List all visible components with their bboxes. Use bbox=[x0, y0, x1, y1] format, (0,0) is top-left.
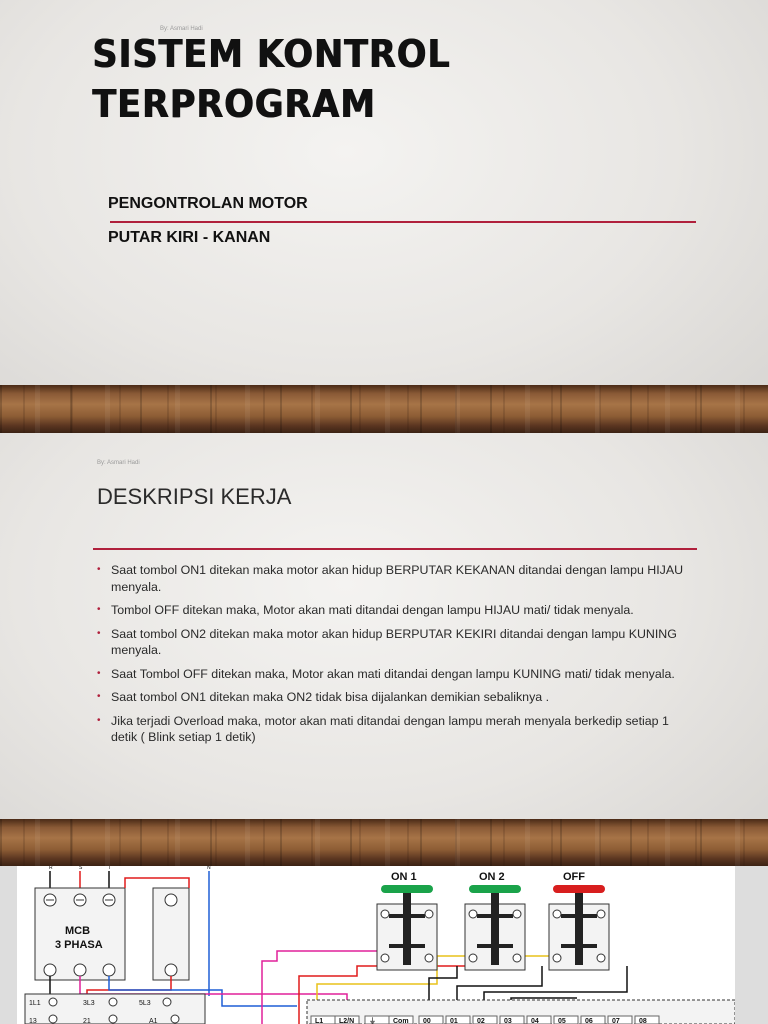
bullet-icon: • bbox=[97, 627, 101, 639]
byline: By: Asmari Hadi bbox=[160, 26, 203, 32]
bullet-icon: • bbox=[97, 604, 101, 615]
plc-terminal-label: Com bbox=[393, 1018, 409, 1024]
plc-terminal-label: 01 bbox=[450, 1018, 458, 1024]
button-on1-cap bbox=[381, 885, 433, 893]
mcb-single-top-terminal bbox=[165, 894, 177, 906]
mcb-single-bottom-terminal bbox=[165, 964, 177, 976]
wiring-diagram bbox=[17, 866, 735, 1024]
plc-terminal-label: ⏚ bbox=[369, 1018, 376, 1024]
terminal-3l3: 3L3 bbox=[83, 1000, 95, 1007]
plc-terminal-label: 03 bbox=[504, 1018, 512, 1024]
slide-heading: DESKRIPSI KERJA bbox=[97, 484, 292, 509]
list-item: • Saat tombol ON1 ditekan maka ON2 tidak bisa dijalankan demikian sebaliknya . bbox=[97, 690, 550, 704]
plc-terminal-label: 00 bbox=[423, 1018, 431, 1024]
button-off-stem bbox=[575, 893, 583, 965]
terminal-5l3: 5L3 bbox=[139, 1000, 151, 1007]
list-item: • Tombol OFF ditekan maka, Motor akan mati ditandai dengan lampu HIJAU mati/ tidak menyala. bbox=[97, 603, 634, 617]
mcb-label: MCB bbox=[65, 925, 91, 937]
byline: By: Asmari Hadi bbox=[97, 460, 140, 466]
list-item: • Jika terjadi Overload maka, motor akan mati ditandai dengan lampu merah menyala berkedip setiap 1 detik ( Blink setiap 1 detik) bbox=[97, 713, 669, 744]
list-item: • Saat tombol ON1 ditekan maka motor akan hidup BERPUTAR KEKANAN ditandai dengan lampu HIJAU menyala. bbox=[97, 563, 684, 594]
plc-terminal-label: L1 bbox=[315, 1018, 324, 1024]
button-on2-stem bbox=[491, 893, 499, 965]
button-off-cap bbox=[553, 885, 605, 893]
button-on2 bbox=[465, 871, 525, 970]
button-on2-label: ON 2 bbox=[479, 871, 505, 883]
wire-red-top bbox=[125, 878, 189, 888]
plc-terminal-label: L2/N bbox=[339, 1018, 355, 1024]
plc-terminal-label: 07 bbox=[612, 1018, 620, 1024]
button-off bbox=[549, 871, 609, 970]
terminal-21: 21 bbox=[83, 1018, 91, 1024]
button-on2-cap bbox=[469, 885, 521, 893]
phase-label-r: R bbox=[49, 866, 53, 871]
plc-terminal-label: 04 bbox=[531, 1018, 539, 1024]
phase-label-n: N bbox=[207, 866, 211, 871]
title-slide bbox=[0, 0, 768, 433]
divider-line bbox=[110, 221, 696, 223]
terminal-a1: A1 bbox=[149, 1018, 158, 1024]
plc-terminal-label: 08 bbox=[639, 1018, 647, 1024]
plc-terminal-label: 02 bbox=[477, 1018, 485, 1024]
phase-label-t: T bbox=[108, 866, 112, 871]
subtitle-1: PENGONTROLAN MOTOR bbox=[108, 195, 308, 212]
plc-terminal-label: 06 bbox=[585, 1018, 593, 1024]
subtitle-2: PUTAR KIRI - KANAN bbox=[108, 229, 271, 246]
bullet-icon: • bbox=[97, 714, 101, 726]
wiring-diagram-svg bbox=[17, 866, 735, 1024]
mcb-bottom-terminals bbox=[44, 964, 115, 976]
mcb-label-phase: 3 PHASA bbox=[55, 939, 103, 951]
wood-floor bbox=[0, 385, 768, 433]
bullet-icon: • bbox=[97, 691, 101, 702]
bullet-icon: • bbox=[97, 667, 101, 679]
button-on1 bbox=[377, 871, 437, 970]
phase-label-s: S bbox=[79, 866, 83, 871]
button-on1-stem bbox=[403, 893, 411, 965]
bullet-icon: • bbox=[97, 564, 101, 575]
plc-terminal-label: 05 bbox=[558, 1018, 566, 1024]
list-item: • Saat tombol ON2 ditekan maka motor akan hidup BERPUTAR KEKIRI ditandai dengan lampu KUNING menyala. bbox=[97, 626, 677, 657]
wood-floor bbox=[0, 819, 768, 866]
list-item: • Saat Tombol OFF ditekan maka, Motor akan mati ditandai dengan lampu KUNING mati/ tidak menyala. bbox=[97, 666, 675, 681]
title-line-2: TERPROGRAM bbox=[92, 82, 376, 126]
heading-divider bbox=[93, 548, 697, 550]
button-on1-label: ON 1 bbox=[391, 871, 417, 883]
terminal-13: 13 bbox=[29, 1018, 37, 1024]
title-line-1: SISTEM KONTROL bbox=[92, 32, 451, 76]
description-list bbox=[95, 562, 695, 753]
button-off-label: OFF bbox=[563, 871, 585, 883]
terminal-1l1: 1L1 bbox=[29, 1000, 41, 1007]
